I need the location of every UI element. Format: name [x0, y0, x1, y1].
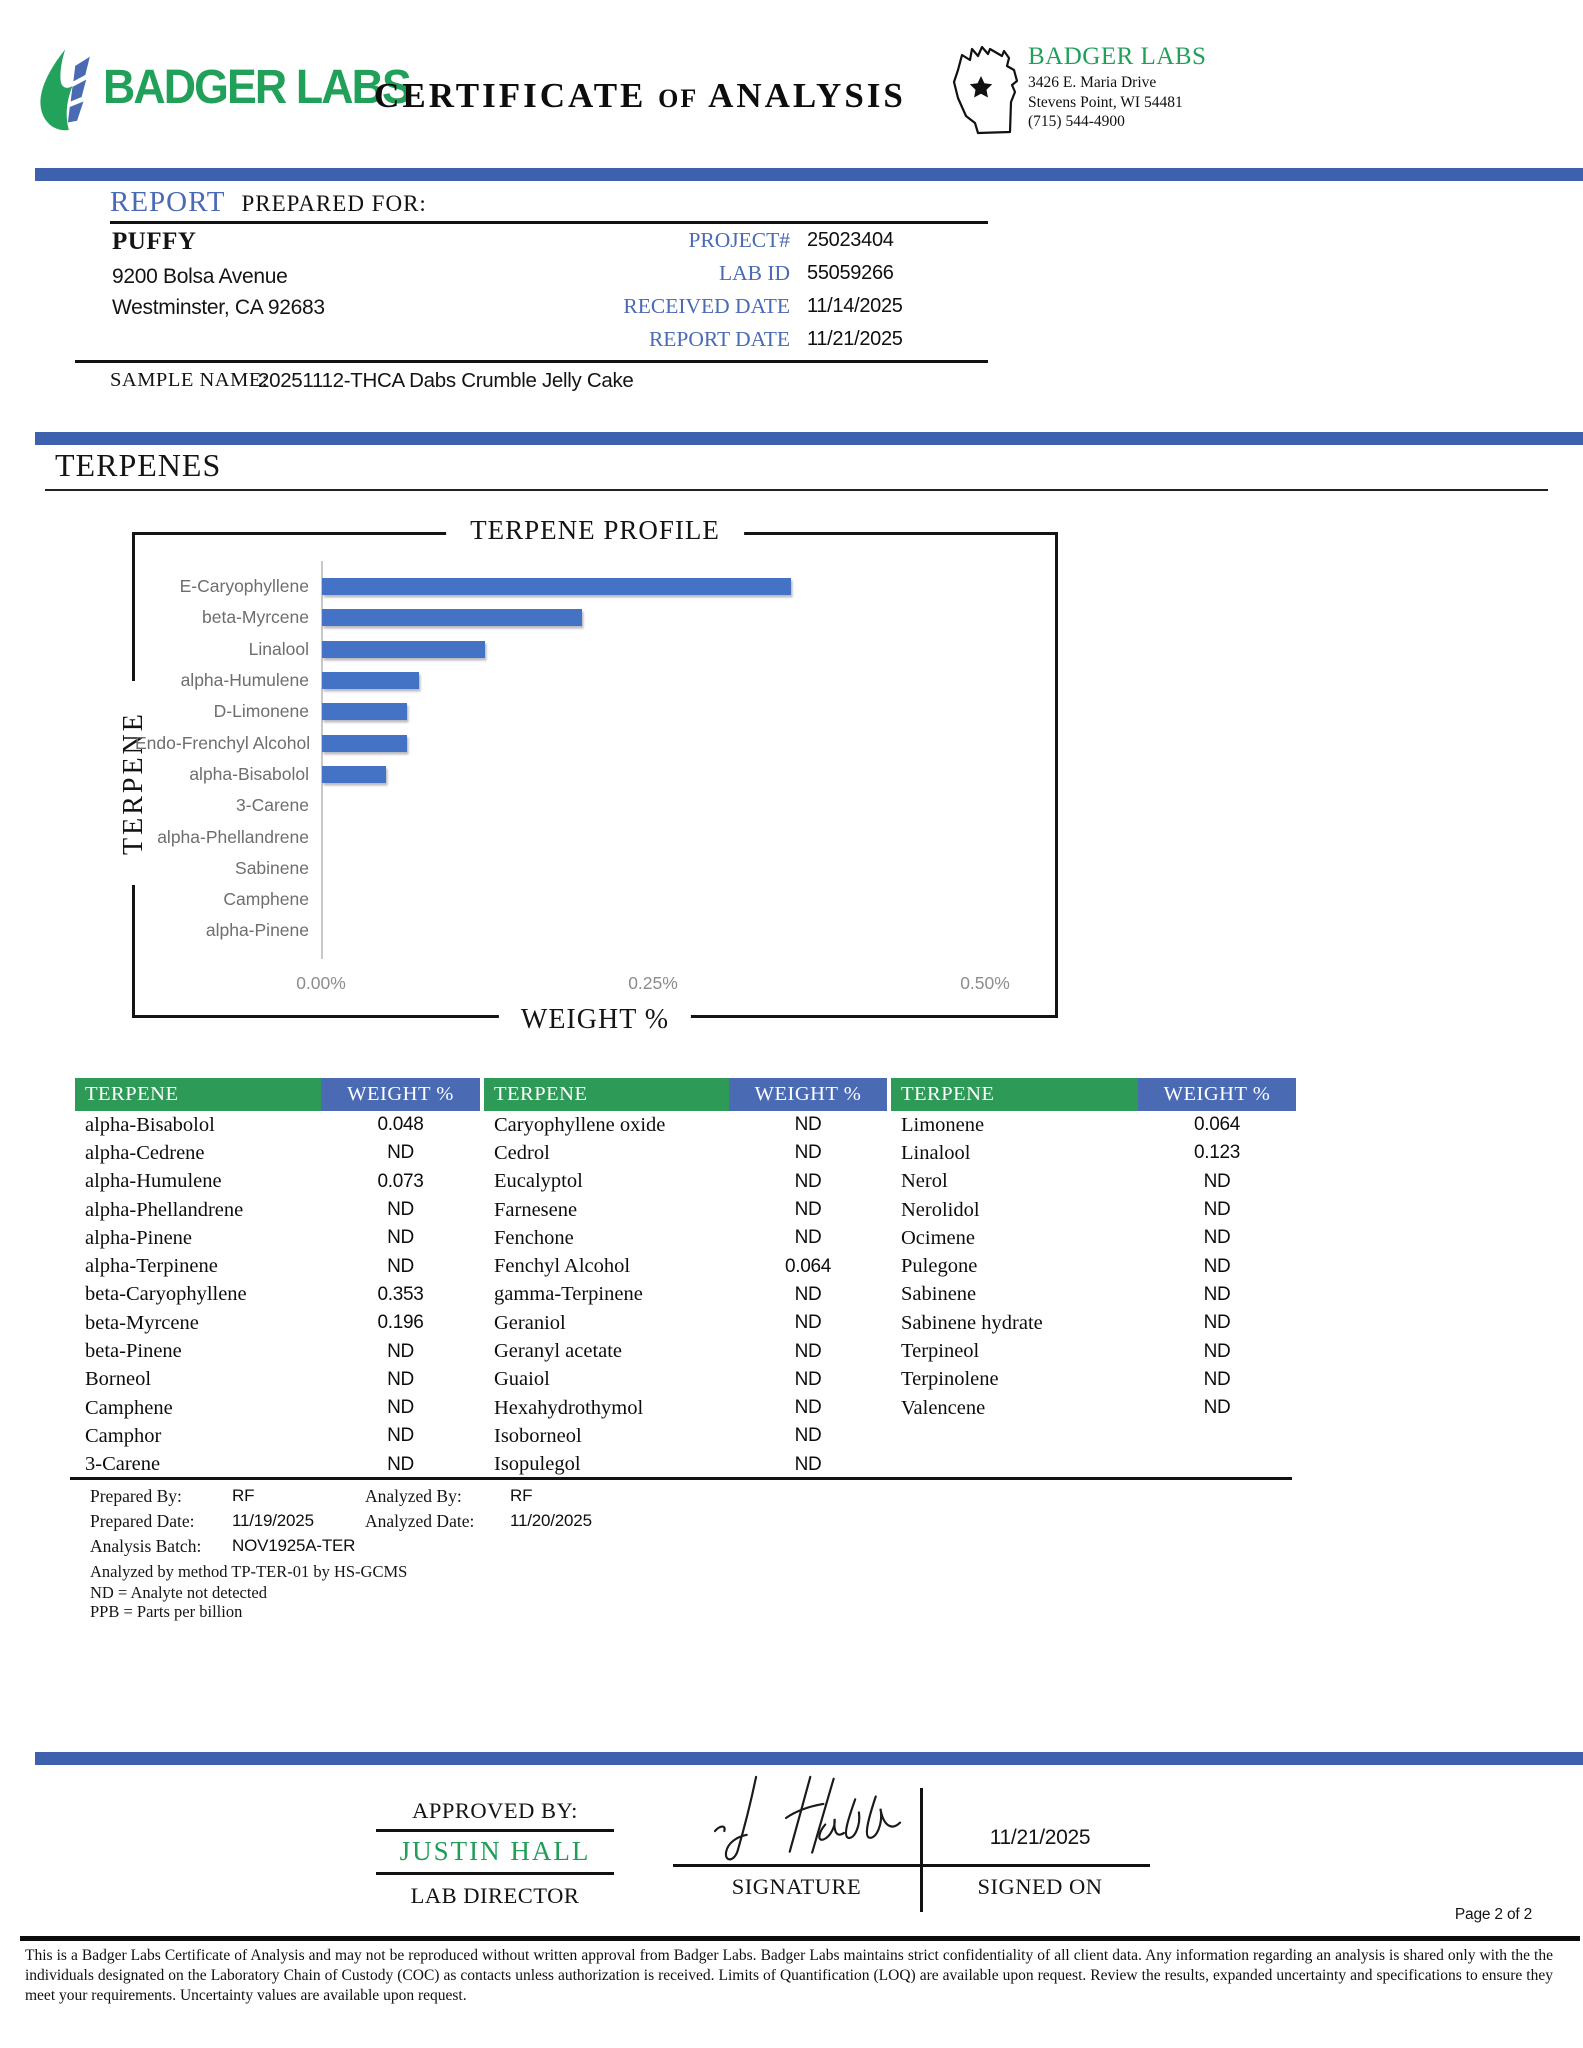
chart-category-label: Sabinene — [235, 857, 309, 878]
signature-image — [700, 1768, 915, 1868]
approver-name: JUSTIN HALL — [399, 1836, 591, 1866]
chart-category-label: alpha-Humulene — [180, 670, 309, 691]
table-cell-weight-value: ND — [387, 1368, 414, 1390]
table-cell-terpene-name: gamma-Terpinene — [494, 1283, 643, 1306]
wisconsin-map-icon — [944, 40, 1024, 140]
table-cell-weight-value: ND — [794, 1283, 822, 1305]
lab-name: BADGER LABS — [1028, 43, 1207, 70]
analysis-batch-value: NOV1925A-TER — [232, 1536, 356, 1555]
table-cell-weight-value: ND — [794, 1199, 822, 1221]
table-cell-terpene-name: Valencene — [901, 1396, 986, 1419]
table-row — [75, 1309, 1305, 1337]
divider-bar-middle — [35, 432, 1583, 445]
chart-bar — [322, 641, 485, 658]
analyzed-date-value: 11/20/2025 — [510, 1511, 592, 1530]
chart-category-label: E-Caryophyllene — [179, 576, 309, 597]
chart-bar-area — [321, 578, 1049, 595]
signature-divider-line — [920, 1788, 923, 1912]
report-date-value: 11/21/2025 — [807, 328, 903, 350]
prepared-by-value: RF — [232, 1486, 255, 1505]
analyzed-date-label: Analyzed Date: — [365, 1511, 475, 1531]
prepared-for-text: PREPARED FOR: — [241, 191, 427, 216]
table-cell-weight-value: 0.073 — [377, 1170, 424, 1192]
approver-name-rule — [376, 1872, 614, 1875]
prepared-date-value: 11/19/2025 — [232, 1511, 314, 1530]
chart-row — [135, 665, 1049, 696]
table-cell-terpene-name: Camphene — [85, 1396, 173, 1419]
signed-on-date: 11/21/2025 — [989, 1826, 1091, 1849]
table-cell-weight-value: 0.353 — [377, 1283, 424, 1305]
table-cell-terpene-name: Linalool — [901, 1141, 971, 1164]
prepared-date-label: Prepared Date: — [90, 1511, 195, 1531]
client-address-line2: Westminster, CA 92683 — [112, 296, 325, 319]
table-cell-weight-value: ND — [1203, 1170, 1231, 1192]
chart-title: TERPENE PROFILE — [446, 515, 744, 546]
received-date-value: 11/14/2025 — [807, 295, 903, 317]
title-certificate: CERTIFICATE — [374, 76, 647, 115]
chart-bar-area — [321, 672, 1049, 689]
table-header-weight-3: WEIGHT % — [1138, 1078, 1296, 1111]
chart-row — [135, 821, 1049, 852]
approved-by-rule — [376, 1829, 614, 1832]
report-date-label: REPORT DATE — [648, 327, 790, 351]
chart-bar — [322, 609, 582, 626]
terpene-profile-chart — [118, 515, 1058, 1035]
table-cell-weight-value: ND — [387, 1340, 414, 1362]
table-cell-weight-value: 0.196 — [377, 1312, 424, 1334]
nd-note: ND = Analyte not detected — [90, 1583, 268, 1602]
chart-bar-area — [321, 860, 1049, 877]
chart-bar-area — [321, 609, 1049, 626]
table-cell-weight-value: ND — [387, 1453, 414, 1475]
table-cell-terpene-name: Borneol — [85, 1368, 152, 1391]
chart-row — [135, 602, 1049, 633]
table-cell-terpene-name: alpha-Pinene — [85, 1226, 193, 1249]
table-cell-weight-value: ND — [1203, 1255, 1231, 1277]
chart-bar-area — [321, 703, 1049, 720]
report-heading-underline — [110, 221, 988, 224]
lab-address-line1: 3426 E. Maria Drive — [1028, 74, 1157, 91]
table-cell-terpene-name: alpha-Cedrene — [85, 1141, 205, 1164]
chart-category-label: Linalool — [248, 638, 309, 659]
prepared-by-label: Prepared By: — [90, 1486, 182, 1506]
table-cell-weight-value: ND — [794, 1170, 822, 1192]
chart-bar — [322, 672, 419, 689]
chart-category-label: alpha-Pinene — [205, 920, 309, 941]
table-cell-terpene-name: Isoborneol — [494, 1424, 582, 1447]
chart-bar — [322, 735, 407, 752]
table-cell-terpene-name: Eucalyptol — [494, 1170, 583, 1193]
report-prepared-for-heading — [110, 186, 427, 219]
table-header-row — [75, 1078, 1305, 1111]
table-cell-terpene-name: beta-Myrcene — [85, 1311, 199, 1334]
client-name: PUFFY — [112, 228, 197, 255]
table-cell-terpene-name: Terpineol — [901, 1340, 980, 1363]
chart-category-label: Endo-Frenchyl Alcohol — [135, 732, 311, 753]
sample-name-divider — [75, 360, 988, 363]
table-cell-weight-value: ND — [387, 1397, 414, 1419]
chart-y-axis-label: TERPENE — [113, 681, 155, 885]
table-cell-weight-value: ND — [1203, 1199, 1231, 1221]
divider-bar-bottom — [35, 1752, 1583, 1765]
table-cell-terpene-name: alpha-Terpinene — [85, 1255, 218, 1278]
table-row — [75, 1281, 1305, 1309]
project-number-label: PROJECT# — [688, 228, 790, 252]
chart-bar — [322, 578, 791, 595]
table-cell-terpene-name: Farnesene — [494, 1198, 578, 1221]
chart-row — [135, 727, 1049, 758]
table-cell-weight-value: ND — [794, 1397, 822, 1419]
table-cell-terpene-name: Nerol — [901, 1170, 948, 1193]
table-cell-weight-value: ND — [794, 1142, 822, 1164]
analyzed-by-value: RF — [510, 1486, 533, 1505]
table-cell-terpene-name: Fenchone — [494, 1226, 574, 1249]
table-row — [75, 1196, 1305, 1224]
lab-phone: (715) 544-4900 — [1028, 113, 1125, 130]
chart-category-label: alpha-Phellandrene — [157, 826, 309, 847]
table-cell-terpene-name: Caryophyllene oxide — [494, 1113, 666, 1136]
table-row — [75, 1224, 1305, 1252]
table-row — [75, 1168, 1305, 1196]
table-cell-terpene-name: alpha-Bisabolol — [85, 1113, 215, 1136]
table-row — [75, 1111, 1305, 1139]
chart-x-tick: 0.50% — [960, 973, 1010, 993]
analyzed-by-label: Analyzed By: — [365, 1486, 462, 1506]
table-cell-terpene-name: Camphor — [85, 1424, 162, 1447]
table-cell-terpene-name: Cedrol — [494, 1141, 550, 1164]
report-word: REPORT — [110, 186, 226, 218]
table-cell-weight-value: ND — [794, 1340, 822, 1362]
chart-row — [135, 696, 1049, 727]
signed-on-label: SIGNED ON — [977, 1874, 1103, 1899]
footer-rule — [20, 1936, 1580, 1941]
signature-label: SIGNATURE — [731, 1874, 862, 1899]
received-date-label: RECEIVED DATE — [623, 294, 790, 318]
table-cell-terpene-name: Sabinene hydrate — [901, 1311, 1043, 1334]
table-cell-terpene-name: Sabinene — [901, 1283, 977, 1306]
client-address-line1: 9200 Bolsa Avenue — [112, 265, 288, 288]
table-cell-terpene-name: Nerolidol — [901, 1198, 980, 1221]
table-cell-weight-value: ND — [794, 1425, 822, 1447]
table-header-terpene-3: TERPENE — [891, 1078, 1138, 1111]
approved-by-block — [376, 1798, 614, 1909]
table-cell-weight-value: ND — [794, 1312, 822, 1334]
table-cell-terpene-name: Pulegone — [901, 1255, 978, 1278]
lab-id-value: 55059266 — [807, 262, 894, 284]
chart-bar — [322, 703, 407, 720]
table-cell-weight-value: ND — [387, 1199, 414, 1221]
table-cell-weight-value: ND — [794, 1227, 822, 1249]
section-title-terpenes: TERPENES — [55, 447, 222, 483]
table-cell-weight-value: ND — [1203, 1312, 1231, 1334]
chart-bar-area — [321, 922, 1049, 939]
table-header-weight-1: WEIGHT % — [321, 1078, 480, 1111]
chart-row — [135, 915, 1049, 946]
divider-bar-top — [35, 168, 1583, 181]
chart-category-label: D-Limonene — [213, 701, 309, 722]
table-cell-weight-value: 0.123 — [1193, 1142, 1241, 1164]
table-cell-terpene-name: alpha-Humulene — [85, 1170, 222, 1193]
chart-category-label: 3-Carene — [236, 795, 309, 816]
table-header-terpene-2: TERPENE — [484, 1078, 729, 1111]
lab-id-label: LAB ID — [718, 261, 790, 285]
chart-row — [135, 634, 1049, 665]
table-cell-terpene-name: Hexahydrothymol — [494, 1396, 644, 1419]
signature-line — [673, 1864, 1150, 1867]
chart-bar-area — [321, 641, 1049, 658]
approver-title: LAB DIRECTOR — [410, 1883, 580, 1908]
table-cell-weight-value: ND — [387, 1255, 414, 1277]
table-bottom-rule — [70, 1477, 1292, 1480]
chart-category-label: beta-Myrcene — [202, 607, 309, 628]
chart-row — [135, 790, 1049, 821]
table-cell-terpene-name: Ocimene — [901, 1226, 975, 1249]
table-row — [75, 1337, 1305, 1365]
table-row — [75, 1451, 1305, 1479]
ppb-note: PPB = Parts per billion — [90, 1602, 243, 1621]
title-of: OF — [658, 84, 699, 113]
table-cell-terpene-name: 3-Carene — [85, 1453, 161, 1476]
title-analysis: ANALYSIS — [708, 76, 906, 115]
table-cell-terpene-name: Limonene — [901, 1113, 985, 1136]
table-cell-terpene-name: Terpinolene — [901, 1368, 999, 1391]
chart-x-tick: 0.00% — [296, 973, 346, 993]
table-cell-weight-value: ND — [387, 1142, 414, 1164]
terpene-table-body — [75, 1111, 1305, 1479]
table-row — [75, 1394, 1305, 1422]
chart-bar-area — [321, 735, 1049, 752]
chart-row — [135, 759, 1049, 790]
table-cell-weight-value: ND — [1203, 1397, 1231, 1419]
chart-bar — [322, 766, 386, 783]
chart-x-axis-label: WEIGHT % — [499, 1004, 691, 1036]
table-cell-weight-value: 0.048 — [377, 1114, 424, 1136]
method-note: Analyzed by method TP-TER-01 by HS-GCMS — [90, 1562, 408, 1581]
table-header-weight-2: WEIGHT % — [729, 1078, 887, 1111]
table-cell-weight-value: ND — [1203, 1283, 1231, 1305]
chart-category-label: Camphene — [223, 889, 309, 910]
table-cell-weight-value: ND — [1203, 1340, 1231, 1362]
chart-bar-area — [321, 797, 1049, 814]
table-cell-weight-value: ND — [794, 1114, 822, 1136]
table-cell-terpene-name: alpha-Phellandrene — [85, 1198, 244, 1221]
sample-name-value: 20251112-THCA Dabs Crumble Jelly Cake — [258, 369, 634, 392]
table-cell-terpene-name: Geraniol — [494, 1311, 566, 1334]
lab-address-line2: Stevens Point, WI 54481 — [1028, 93, 1183, 111]
table-cell-terpene-name: Geranyl acetate — [494, 1340, 623, 1363]
chart-bar-area — [321, 829, 1049, 846]
project-number-value: 25023404 — [807, 229, 894, 251]
chart-row — [135, 571, 1049, 602]
table-cell-weight-value: ND — [387, 1425, 414, 1447]
table-row — [75, 1139, 1305, 1167]
table-cell-weight-value: 0.064 — [1193, 1114, 1241, 1136]
chart-x-tick: 0.25% — [628, 973, 678, 993]
sample-name-label: SAMPLE NAME: — [110, 369, 269, 391]
chart-category-label: alpha-Bisabolol — [189, 763, 309, 784]
table-cell-weight-value: ND — [1203, 1227, 1231, 1249]
table-cell-weight-value: ND — [794, 1453, 822, 1475]
approved-by-label: APPROVED BY: — [412, 1798, 578, 1823]
document-title — [360, 76, 920, 116]
table-row — [75, 1422, 1305, 1450]
chart-row — [135, 853, 1049, 884]
table-row — [75, 1366, 1305, 1394]
table-cell-terpene-name: Isopulegol — [494, 1453, 581, 1476]
chart-bar-area — [321, 891, 1049, 908]
lab-address-block — [1028, 44, 1206, 132]
chart-rows — [135, 571, 1049, 947]
disclaimer-text: This is a Badger Labs Certificate of Analysis and may not be reproduced without written approval from Badger Labs. Badger Labs maintains strict confidentiality of all client data. Any information regarding an analysis is shared only with the the individuals designated on the Laboratory Chain of Custody (COC) as contacts unless authorization is received. Limits of Quantification (LOQ) are available upon request. Review the results, expanded uncertainty and specifications to ensure they meet your requirements. Uncertainty values are available upon request. — [25, 1947, 1553, 2004]
page-number: Page 2 of 2 — [1454, 1906, 1532, 1923]
table-header-terpene-1: TERPENE — [75, 1078, 321, 1111]
table-cell-terpene-name: beta-Pinene — [85, 1340, 182, 1363]
analysis-batch-label: Analysis Batch: — [90, 1536, 202, 1556]
table-cell-terpene-name: beta-Caryophyllene — [85, 1283, 247, 1306]
table-cell-terpene-name: Fenchyl Alcohol — [494, 1255, 631, 1278]
table-cell-weight-value: ND — [387, 1227, 414, 1249]
table-row — [75, 1252, 1305, 1280]
table-cell-terpene-name: Guaiol — [494, 1368, 550, 1391]
table-cell-weight-value: ND — [1203, 1368, 1231, 1390]
terpenes-underline — [45, 489, 1548, 491]
logo-wordmark: BADGER LABS — [103, 61, 410, 114]
table-cell-weight-value: 0.064 — [784, 1255, 832, 1277]
table-cell-weight-value: ND — [794, 1368, 822, 1390]
badger-labs-logo-icon — [35, 46, 99, 136]
chart-row — [135, 884, 1049, 915]
terpene-results-table — [75, 1078, 1305, 1479]
chart-bar-area — [321, 766, 1049, 783]
